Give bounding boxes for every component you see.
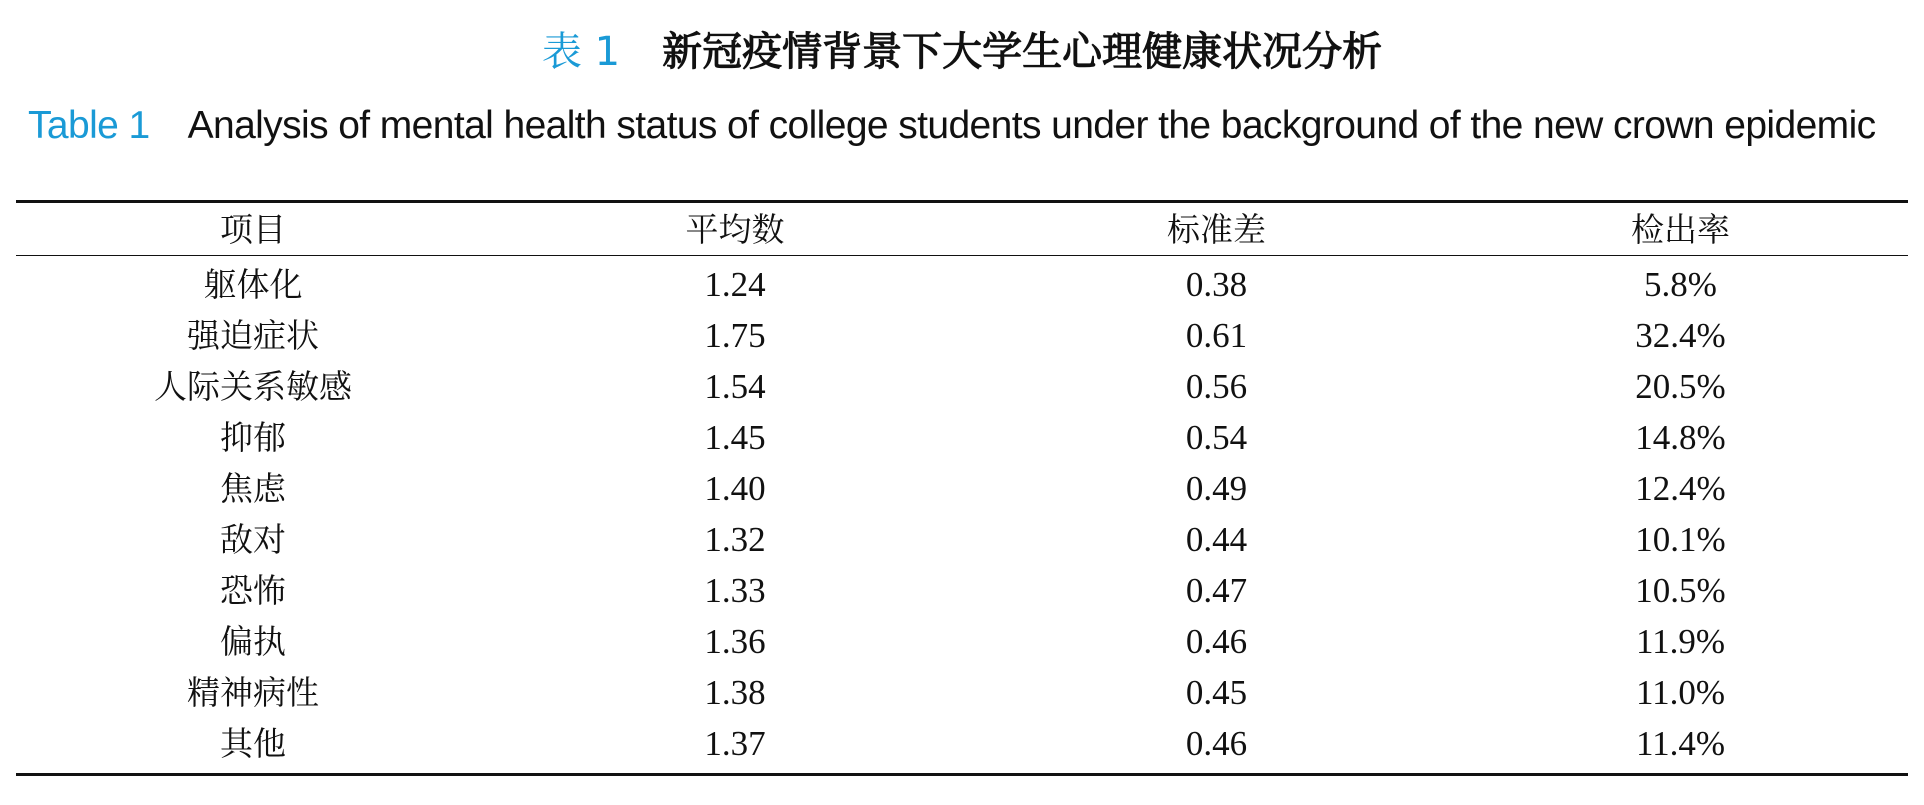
table-header-row (16, 203, 1908, 256)
table-caption-english (28, 100, 1876, 152)
detection-rate-cell: 14.8% (1635, 418, 1726, 457)
column-header-item: 项目 (220, 209, 286, 249)
table-number-label-cn: 表 1 (541, 29, 621, 75)
detection-rate-cell: 11.4% (1635, 724, 1726, 763)
table-title-en: Analysis of mental health status of college students under the background of the new crown epidemic (187, 104, 1876, 147)
item-cell: 抑郁 (220, 418, 286, 457)
item-cell: 焦虑 (220, 469, 286, 508)
table-body (16, 256, 1908, 773)
column-header-detection-rate: 检出率 (1631, 209, 1730, 249)
table-caption-chinese (0, 26, 1924, 78)
std-dev-cell: 0.61 (1185, 316, 1248, 355)
detection-rate-cell: 20.5% (1635, 367, 1726, 406)
detection-rate-cell: 32.4% (1635, 316, 1726, 355)
table-row (16, 616, 1908, 667)
std-dev-cell: 0.56 (1185, 367, 1248, 406)
item-cell: 其他 (220, 724, 286, 763)
mean-cell: 1.54 (704, 367, 766, 406)
mean-cell: 1.36 (704, 622, 766, 661)
item-cell: 敌对 (220, 520, 286, 559)
detection-rate-cell: 12.4% (1635, 469, 1726, 508)
column-header-mean: 平均数 (685, 209, 785, 249)
mean-cell: 1.75 (704, 316, 766, 355)
item-cell: 强迫症状 (187, 316, 319, 355)
std-dev-cell: 0.38 (1185, 265, 1248, 304)
item-cell: 躯体化 (203, 265, 303, 304)
table-row (16, 259, 1908, 310)
table-number-label-en: Table 1 (28, 104, 150, 147)
mean-cell: 1.45 (704, 418, 766, 457)
std-dev-cell: 0.46 (1185, 622, 1248, 661)
mean-cell: 1.38 (704, 673, 766, 712)
mean-cell: 1.24 (704, 265, 766, 304)
table-row (16, 718, 1908, 769)
table-row (16, 310, 1908, 361)
item-cell: 偏执 (220, 622, 286, 661)
table-row (16, 565, 1908, 616)
mean-cell: 1.32 (704, 520, 766, 559)
table-row (16, 514, 1908, 565)
item-cell: 恐怖 (220, 571, 286, 610)
table-row (16, 361, 1908, 412)
std-dev-cell: 0.44 (1185, 520, 1248, 559)
mean-cell: 1.33 (704, 571, 766, 610)
std-dev-cell: 0.49 (1185, 469, 1248, 508)
mean-cell: 1.37 (704, 724, 766, 763)
table-row (16, 463, 1908, 514)
mean-cell: 1.40 (704, 469, 766, 508)
detection-rate-cell: 11.0% (1635, 673, 1726, 712)
column-header-std-dev: 标准差 (1167, 209, 1266, 249)
table-row (16, 667, 1908, 718)
item-cell: 精神病性 (187, 673, 319, 712)
std-dev-cell: 0.45 (1185, 673, 1248, 712)
detection-rate-cell: 11.9% (1635, 622, 1726, 661)
table-title-cn: 新冠疫情背景下大学生心理健康状况分析 (662, 29, 1383, 75)
mental-health-table (16, 200, 1908, 776)
detection-rate-cell: 10.1% (1635, 520, 1726, 559)
std-dev-cell: 0.47 (1185, 571, 1248, 610)
std-dev-cell: 0.46 (1185, 724, 1248, 763)
item-cell: 人际关系敏感 (154, 367, 352, 406)
detection-rate-cell: 5.8% (1644, 265, 1717, 304)
table-row (16, 412, 1908, 463)
detection-rate-cell: 10.5% (1635, 571, 1726, 610)
std-dev-cell: 0.54 (1185, 418, 1248, 457)
